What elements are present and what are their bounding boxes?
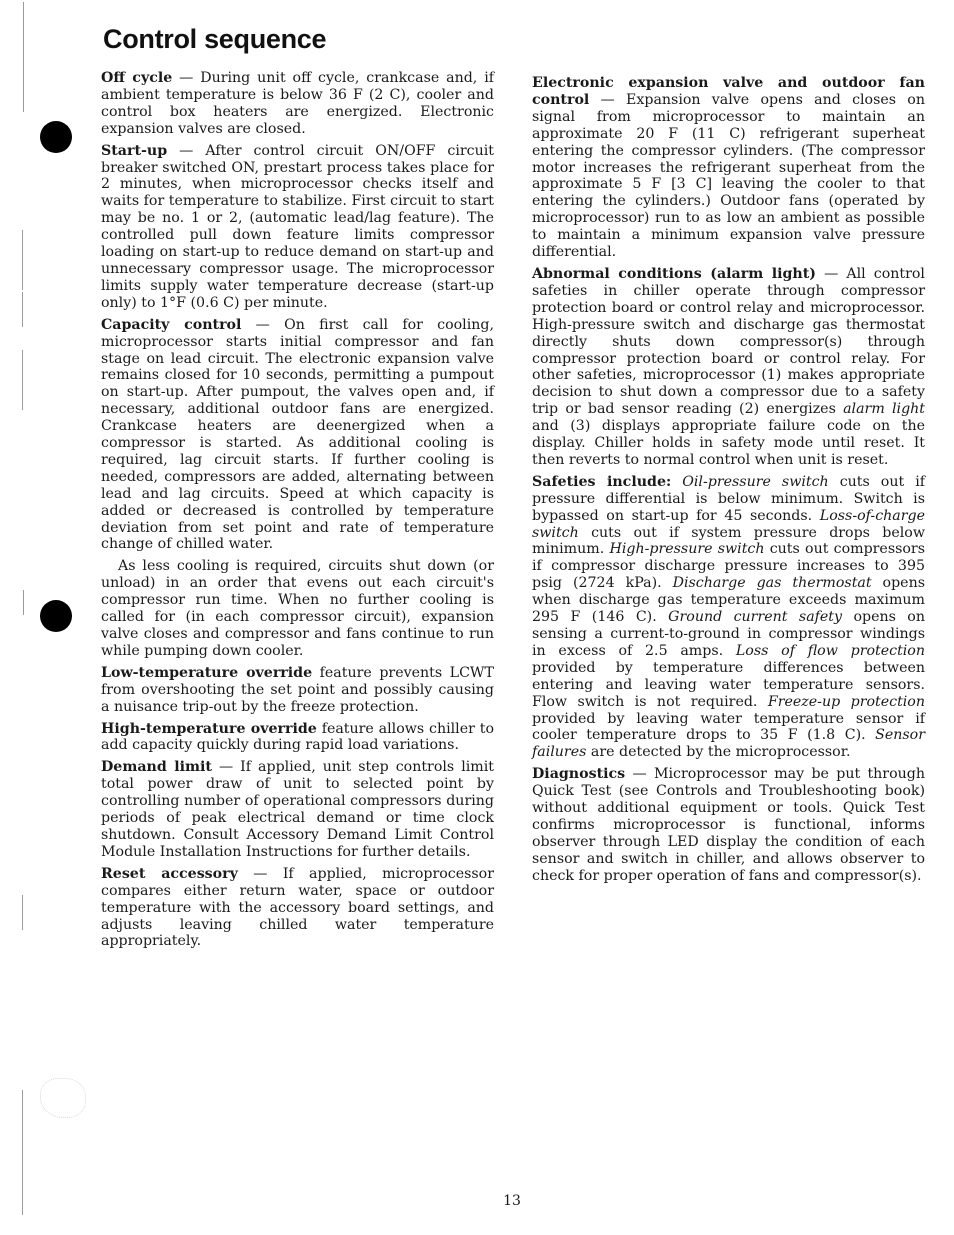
paragraph-text: Expansion valve opens and closes on signal from microprocessor to maintain an approximate 20 F (11 C) refrigerant superheat entering the compressor cylinders. (The compressor motor increases the refrigerant superheat from the approximate 5 F [3 C] leaving the cooler to that entering the cylinders.) Outdoor fans (operated by microprocessor) run to as low an ambient as possible to maintain a minimum expansion valve pressure differential. (532, 91, 925, 261)
paragraph-text: feature prevents LCWT from overshooting the set point and possibly causing a nuisance trip-out by the freeze protection. (101, 664, 494, 715)
paragraph-diagnostics: Diagnostics — Microprocessor may be put through Quick Test (see Controls and Troubleshooting book) without additional equipment or tools. Quick Test confirms microprocessor is functional, informs observer through LED display the condition of each sensor and switch in chiller, and allows observer to check for proper operation of fans and compressor(s). (532, 766, 925, 884)
paragraph-low-temp-override (101, 665, 494, 716)
paragraph-capacity-control: Capacity control — On first call for cooling, microprocessor starts initial compressor and fan stage on lead circuit. The electronic expansion valve remains closed for 10 seconds, permitting a pumpout on start-up. After pumpout, the valves open and, if necessary, additional outdoor fans are energized. Crankcase heaters are deenergized when a compressor is started. As additional cooling is required, lag circuit starts. If further cooling is needed, compressors are added, alternating between lead and lag circuits. Speed at which capacity is added or decreased is controlled by temperature deviation from set point and rate of temperature change of chilled water. (101, 316, 494, 553)
heading: Electronic expansion valve and outdoor fan control (532, 75, 925, 108)
paragraph-expansion-valve: Electronic expansion valve and outdoor fan control — Expansion valve opens and closes on signal from microprocessor to maintain an approximate 20 F (11 C) refrigerant superheat entering the compressor cylinders. (The compressor motor increases the refrigerant superheat from the approximate 5 F [3 C] leaving the cooler to that entering the cylinders.) Outdoor fans (operated by microprocessor) run to as low an ambient as possible to maintain a minimum expansion valve pressure differential. (532, 75, 925, 261)
paragraph-text: During unit off cycle, crankcase and, if ambient temperature is below 36 F (2 C), cooler and control box heaters are energized. Electronic expansion valves are closed. (101, 70, 494, 137)
paragraph-text: Microprocessor may be put through Quick Test (see Controls and Troubleshooting book) without additional equipment or tools. Quick Test confirms microprocessor is functional, informs observer through LED display the condition of each sensor and switch in chiller, and allows observer to check for proper operation of fans and compressor(s). (532, 766, 925, 884)
paragraph-text: On first call for cooling, microprocessor starts initial compressor and fan stage on lead circuit. The electronic expansion valve remains closed for 10 seconds, permitting a pumpout on start-up. After pumpout, the valves open and, if necessary, additional outdoor fans are energized. Crankcase heaters are deenergized when a compressor is started. As additional cooling is required, lag circuit starts. If further cooling is needed, compressors are added, alternating between lead and lag circuits. Speed at which capacity is added or decreased is controlled by temperature deviation from set point and rate of temperature change of chilled water. (101, 316, 494, 553)
margin-mark (22, 230, 23, 290)
paragraph-start-up: Start-up — After control circuit ON/OFF circuit breaker switched ON, prestart process takes place for 2 minutes, when microprocessor checks itself and waits for temperature to stabilize. First circuit to start may be no. 1 or 2, (automatic lead/lag feature). The controlled pull down feature limits compressor loading on start-up to reduce demand on start-up and unnecessary compressor usage. The microprocessor limits supply water temperature decrease (start-up only) to 1°F (0.6 C) per minute. (101, 142, 494, 311)
right-column (532, 75, 925, 890)
paragraph-text: If applied, microprocessor compares either return water, space or outdoor temperature with the accessory board settings, and adjusts leaving chilled water temperature appropriately. (101, 865, 495, 950)
paragraph-off-cycle: Off cycle — During unit off cycle, crankcase and, if ambient temperature is below 36 F (2 C), cooler and control box heaters are energized. Electronic expansion valves are closed. (101, 70, 494, 137)
margin-mark (22, 895, 23, 930)
paragraph-less-cooling (101, 558, 494, 659)
punch-hole-bottom (40, 600, 72, 632)
punch-hole-top (40, 121, 72, 153)
paragraph-high-temp-override (101, 721, 494, 755)
page-title: Control sequence (103, 24, 327, 54)
paragraph-text: As less cooling is required, circuits shut down (or unload) in an order that evens out each circuit's compressor run time. When no further cooling is called for (in each compressor circuit), expansion valve closes and compressor and fans continue to run while pumping down cooler. (101, 558, 494, 659)
paragraph-reset-accessory: Reset accessory — If applied, microprocessor compares either return water, space or outdoor temperature with the accessory board settings, and adjusts leaving chilled water temperature appropriately. (101, 865, 495, 950)
heading: High-temperature override (101, 720, 317, 737)
paragraph-text: If applied, unit step controls limit total power draw of unit to selected point by controlling number of operational compressors during periods of peak electrical demand or time clock shutdown. Consult Accessory Demand Limit Control Module Installation Instructions for further details. (101, 759, 494, 860)
margin-mark (23, 590, 24, 615)
paragraph-safeties: Safeties include: Oil-pressure switch cuts out if pressure differential is below minimum. Switch is bypassed on start-up for 45 seconds. Loss-of-charge switch cuts out if system pressure drops below minimum. High-pressure switch cuts out compressors if compressor discharge pressure increases to 395 psig (2724 kPa). Discharge gas thermostat opens when discharge gas temperature exceeds maximum 295 F (146 C). Ground current safety opens on sensing a current-to-ground in compressor windings in excess of 2.5 amps. Loss of flow protection provided by temperature differences between entering and leaving water temperature sensors. Flow switch is not required. Freeze-up protection provided by leaving water temperature sensor if cooler temperature drops to 35 F (1.8 C). Sensor failures are detected by the microprocessor. (532, 473, 925, 761)
heading: Safeties include: (532, 473, 672, 490)
paragraph-text: feature allows chiller to add capacity quickly during rapid load variations. (101, 720, 495, 754)
paragraph-text: After control circuit ON/OFF circuit breaker switched ON, prestart process takes place for 2 minutes, when microprocessor checks itself and waits for temperature to stabilize. First circuit to start may be no. 1 or 2, (automatic lead/lag feature). The controlled pull down feature limits compressor loading on start-up to reduce demand on start-up and unnecessary compressor usage. The microprocessor limits supply water temperature decrease (start-up only) to 1°F (0.6 C) per minute. (101, 142, 494, 311)
heading: Diagnostics (532, 766, 626, 783)
heading: Abnormal conditions (alarm light) (532, 265, 817, 282)
heading: Reset accessory (101, 865, 238, 882)
heading: Low-temperature override (101, 664, 313, 681)
paragraph-abnormal-conditions: Abnormal conditions (alarm light) — All control safeties in chiller operate through compressor protection board or control relay and microprocessor. High-pressure switch and discharge gas thermostat directly shuts down compressor(s) through compressor protection board or control relay. For other safeties, microprocessor (1) makes appropriate decision to shut down a compressor due to a safety trip or bad sensor reading (2) energizes alarm light and (3) displays appropriate failure code on the display. Chiller holds in safety mode until reset. It then reverts to normal control when unit is reset. (532, 265, 926, 468)
margin-mark (23, 2, 24, 112)
heading: Start-up (101, 142, 168, 159)
heading: Capacity control (101, 316, 242, 333)
page-number: 13 (503, 1193, 521, 1209)
margin-mark (22, 350, 23, 410)
left-column (101, 70, 494, 955)
margin-mark (22, 292, 23, 327)
heading: Demand limit (101, 759, 212, 776)
heading: Off cycle (101, 70, 173, 86)
paragraph-demand-limit: Demand limit — If applied, unit step controls limit total power draw of unit to selected point by controlling number of operational compressors during periods of peak electrical demand or time clock shutdown. Consult Accessory Demand Limit Control Module Installation Instructions for further details. (101, 759, 494, 860)
scan-smudge (40, 1078, 86, 1118)
